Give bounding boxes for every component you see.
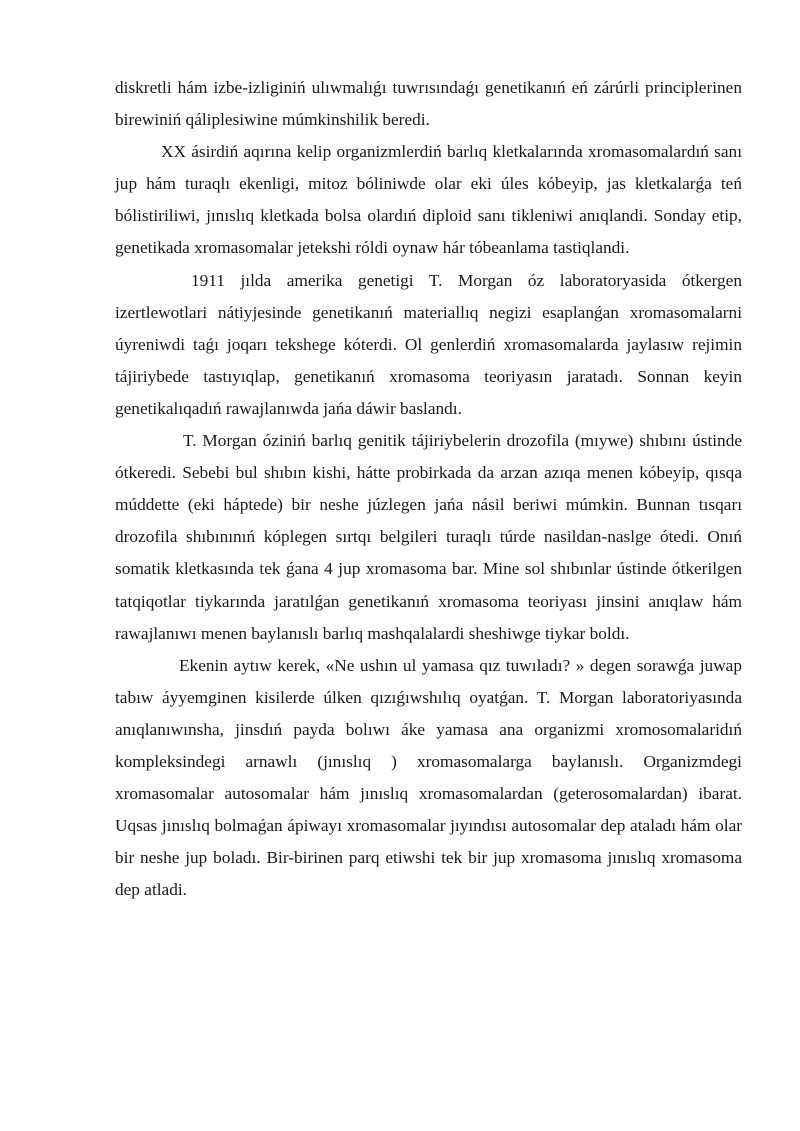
paragraph-sex-chromosomes: Ekenin aytıw kerek, «Ne ushın ul yamasa qız tuwıladı? » degen sorawǵa juwap tabıw áyyemginen kisilerde úlken qızıǵıwshılıq oyatǵan. T. Morgan laboratoriyasında anıqlanıwınsha, jinsdıń payda bolıwı áke yamasa ana organizmi xromosomalaridıń kompleksindegi arnawlı (jınıslıq ) xromasomalarga baylanıslı. Organizmdegi xromasomalar autosomalar hám jınıslıq xromasomalardan (geterosomalardan) ibarat. Uqsas jınıslıq bolmaǵan ápiwayı xromasomalar jıyındısı autosomalar dep ataladı hám olar bir neshe jup boladı. Bir-birinen parq etiwshi tek bir jup xromasoma jınıslıq xromasoma dep atladi. xyxy=(115,655,742,900)
document-body xyxy=(115,72,742,906)
paragraph-drosophila: T. Morgan óziniń barlıq genitik tájiriybelerin drozofila (mıywe) shıbını ústinde ótkeredi. Sebebi bul shıbın kishi, hátte probirkada da arzan azıqa menen kóbeyip, qısqa múddette (eki háptede) bir neshe júzlegen jańa násil beriwi múmkin. Bunnan tısqarı drozofila shıbınınıń kóplegen sırtqı belgileri turaqlı túrde nasildan-naslge ótedi. Onıń somatik kletkasında tek ǵana 4 jup xromasoma bar. Mine sol shıbınlar ústinde ótkerilgen tatqiqotlar tiykarında jaratılǵan genetikanıń xromasoma teoriyası jinsini anıqlaw hám rawajlanıwı menen baylanıslı barlıq mashqalalardi sheshiwge tiykar boldı. xyxy=(115,431,742,643)
paragraph-morgan-1911: 1911 jılda amerika genetigi T. Morgan óz laboratoryasida ótkergen izertlewotlari nátiyjesinde genetikanıń materiallıq negizi esaplanǵan xromasomalarni úyreniwdi taǵı joqarı tekshege kóterdi. Ol genlerdiń xromasomalarda jaylasıw rejimin tájiriybede tastıyıqlap, genetikanıń xromasoma teoriyasın jaratadı. Sonnan keyin genetikalıqadıń rawajlanıwda jańa dáwir baslandı. xyxy=(115,270,742,418)
paragraph-continuation: diskretli hám izbe-izliginiń ulıwmalıǵı tuwrısındaǵı genetikanıń eń zárúrli principlerinen birewiniń qáliplesiwine múmkinshilik beredi. xyxy=(115,78,742,130)
paragraph-chromosome-count: XX ásirdiń aqırına kelip organizmlerdiń barlıq kletkalarında xromasomalardıń sanı jup hám turaqlı ekenligi, mitoz bóliniwde olar eki úles kóbeyip, jas kletkalarǵa teń bólistiriliwi, jınıslıq kletkada bolsa olardıń diploid sanı tikleniwi anıqlandi. Sonday etip, genetikada xromasomalar jetekshi róldi oynaw hár tóbeanlama tastiqlandi. xyxy=(115,142,742,258)
